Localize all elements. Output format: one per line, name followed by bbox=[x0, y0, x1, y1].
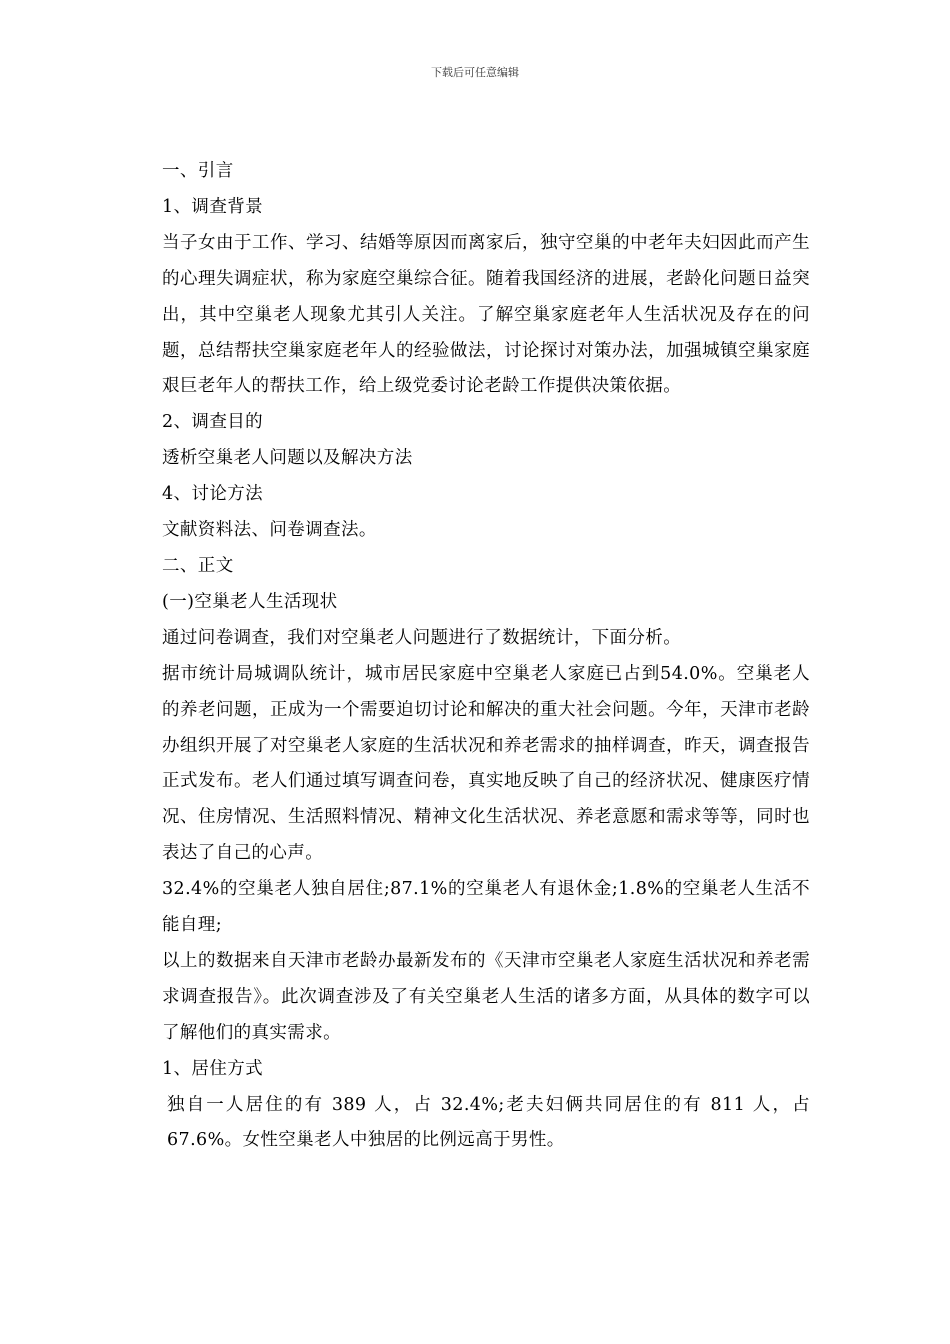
subsection-heading-status: (一)空巢老人生活现状 bbox=[162, 591, 338, 612]
paragraph-data-source: 以上的数据来自天津市老龄办最新发布的《天津市空巢老人家庭生活状况和养老需求调查报告》。此次调查涉及了有关空巢老人生活的诸多方面，从具体的数字可以了解他们的真实需求。 bbox=[162, 950, 810, 1043]
document-body bbox=[143, 154, 810, 1159]
paragraph-background: 当子女由于工作、学习、结婚等原因而离家后，独守空巢的中老年夫妇因此而产生的心理失调症状，称为家庭空巢综合征。随着我国经济的进展，老龄化问题日益突出，其中空巢老人现象尤其引人关注。了解空巢家庭老年人生活状况及存在的问题，总结帮扶空巢家庭老年人的经验做法，讨论探讨对策办法，加强城镇空巢家庭艰巨老年人的帮扶工作，给上级党委讨论老龄工作提供决策依据。 bbox=[162, 232, 810, 397]
paragraph-living-arrangement: 独自一人居住的有 389 人，占 32.4%;老夫妇俩共同居住的有 811 人，占67.6%。女性空巢老人中独居的比例远高于男性。 bbox=[167, 1094, 810, 1151]
paragraph-key-figures: 32.4%的空巢老人独自居住;87.1%的空巢老人有退休金;1.8%的空巢老人生活不能自理; bbox=[162, 879, 810, 936]
subsection-heading-purpose: 2、调查目的 bbox=[162, 412, 264, 433]
paragraph-method: 文献资料法、问卷调查法。 bbox=[162, 520, 377, 541]
subsection-heading-background: 1、调查背景 bbox=[162, 196, 264, 217]
subsection-heading-method: 4、讨论方法 bbox=[162, 484, 264, 505]
paragraph-purpose: 透析空巢老人问题以及解决方法 bbox=[162, 448, 413, 469]
subsection-heading-living: 1、居住方式 bbox=[162, 1058, 264, 1079]
section-heading-intro: 一、引言 bbox=[162, 161, 234, 181]
page-header-note: 下载后可任意编辑 bbox=[431, 66, 519, 79]
paragraph-survey-intro: 通过问卷调查，我们对空巢老人问题进行了数据统计，下面分析。 bbox=[162, 627, 682, 648]
paragraph-statistics: 据市统计局城调队统计，城市居民家庭中空巢老人家庭已占到54.0%。空巢老人的养老问题，正成为一个需要迫切讨论和解决的重大社会问题。今年，天津市老龄办组织开展了对空巢老人家庭的生活状况和养老需求的抽样调查，昨天，调查报告正式发布。老人们通过填写调查问卷，真实地反映了自己的经济状况、健康医疗情况、住房情况、生活照料情况、精神文化生活状况、养老意愿和需求等等，同时也表达了自己的心声。 bbox=[162, 663, 810, 864]
section-heading-main: 二、正文 bbox=[162, 555, 234, 576]
